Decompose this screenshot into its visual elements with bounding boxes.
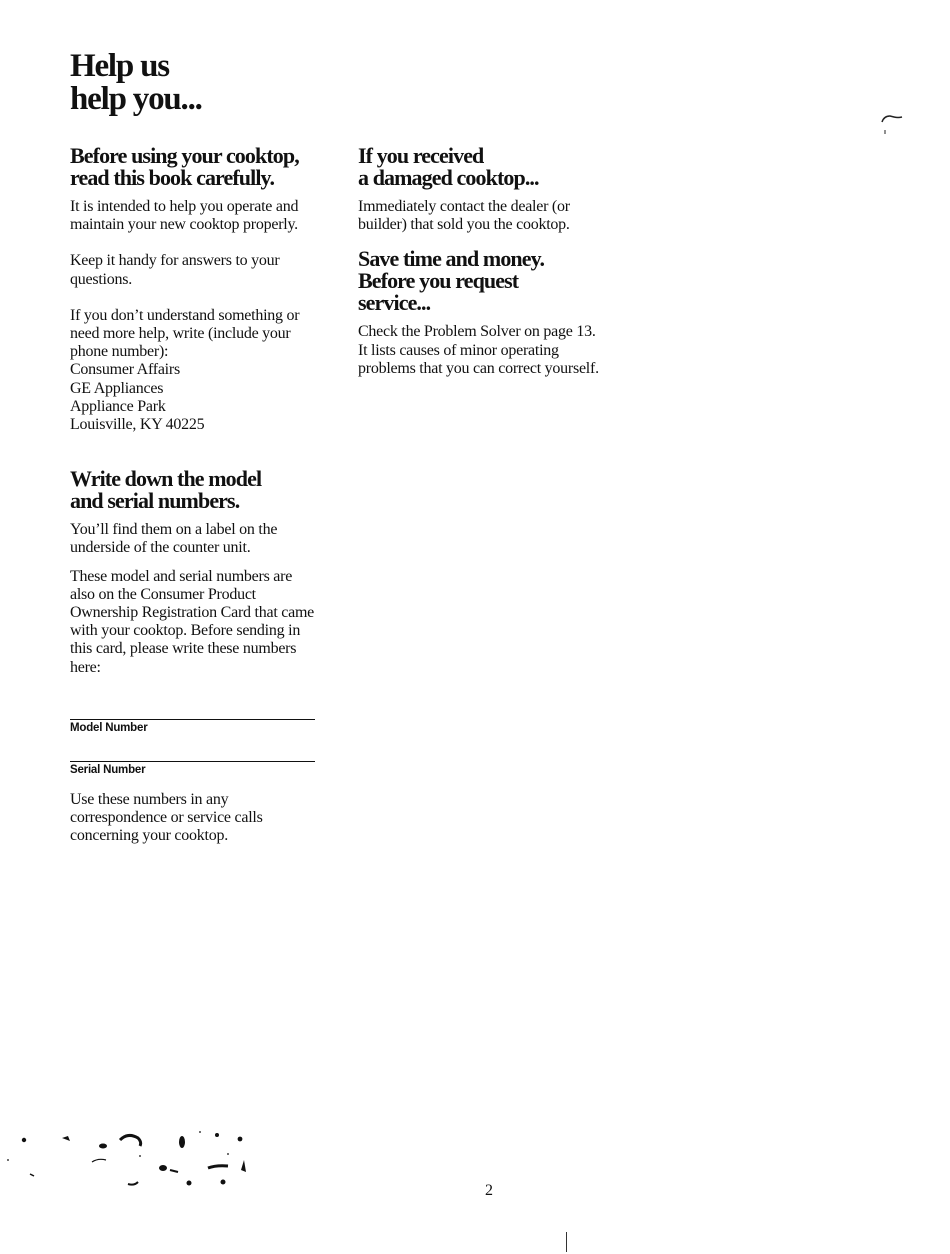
serial-number-field[interactable]	[70, 761, 315, 777]
paragraph: It is intended to help you operate and maintain your new cooktop properly.	[70, 198, 299, 234]
section-heading	[70, 145, 320, 189]
paragraph: Keep it handy for answers to your questions.	[70, 252, 280, 288]
page-title-line2: help you...	[70, 81, 202, 117]
scan-mark-icon	[878, 110, 908, 145]
heading-line: Before you request	[358, 268, 519, 294]
address-line: Appliance Park	[70, 397, 166, 415]
paragraph: If you don’t understand something or need more help, write (include your phone number):	[70, 306, 300, 361]
heading-line: If you received	[358, 143, 484, 168]
section-save-time	[358, 248, 608, 378]
heading-line: a damaged cooktop...	[358, 165, 539, 190]
heading-line: service...	[358, 290, 431, 316]
page-number: 2	[485, 1182, 493, 1199]
heading-line: Before using your cooktop,	[70, 143, 299, 168]
section-write-down	[70, 468, 320, 845]
address-line: GE Appliances	[70, 379, 164, 397]
paragraph: Check the Problem Solver on page 13. It lists causes of minor operating problems that you can correct yourself.	[358, 323, 599, 377]
section-heading	[358, 145, 608, 189]
heading-line: and serial numbers.	[70, 488, 240, 514]
heading-line: read this book carefully.	[70, 165, 275, 190]
heading-line: Write down the model	[70, 466, 262, 492]
scan-speckles-icon	[0, 1120, 270, 1205]
paragraph: You’ll find them on a label on the underside of the counter unit.	[70, 521, 278, 557]
page-title	[70, 50, 202, 116]
paragraph: These model and serial numbers are also on the Consumer Product Ownership Registration Card that came with your cooktop. Before sending in this card, please write these numbers here:	[70, 567, 315, 676]
address-line: Consumer Affairs	[70, 361, 180, 379]
heading-line: Save time and money.	[358, 246, 545, 272]
address-line: Louisville, KY 40225	[70, 416, 205, 434]
serial-number-label: Serial Number	[70, 763, 146, 776]
section-before-using	[70, 145, 320, 434]
section-heading	[358, 248, 608, 314]
section-damaged	[358, 145, 608, 234]
left-column	[70, 145, 320, 845]
mailing-address	[70, 361, 320, 434]
page-title-line1: Help us	[70, 48, 169, 84]
right-column	[358, 145, 608, 378]
paragraph: Use these numbers in any correspondence or service calls concerning your cooktop.	[70, 790, 263, 845]
paragraph: Immediately contact the dealer (or builder) that sold you the cooktop.	[358, 198, 570, 234]
model-number-field[interactable]	[70, 719, 315, 735]
margin-rule	[566, 1232, 567, 1252]
section-heading	[70, 468, 320, 512]
model-number-label: Model Number	[70, 721, 148, 734]
